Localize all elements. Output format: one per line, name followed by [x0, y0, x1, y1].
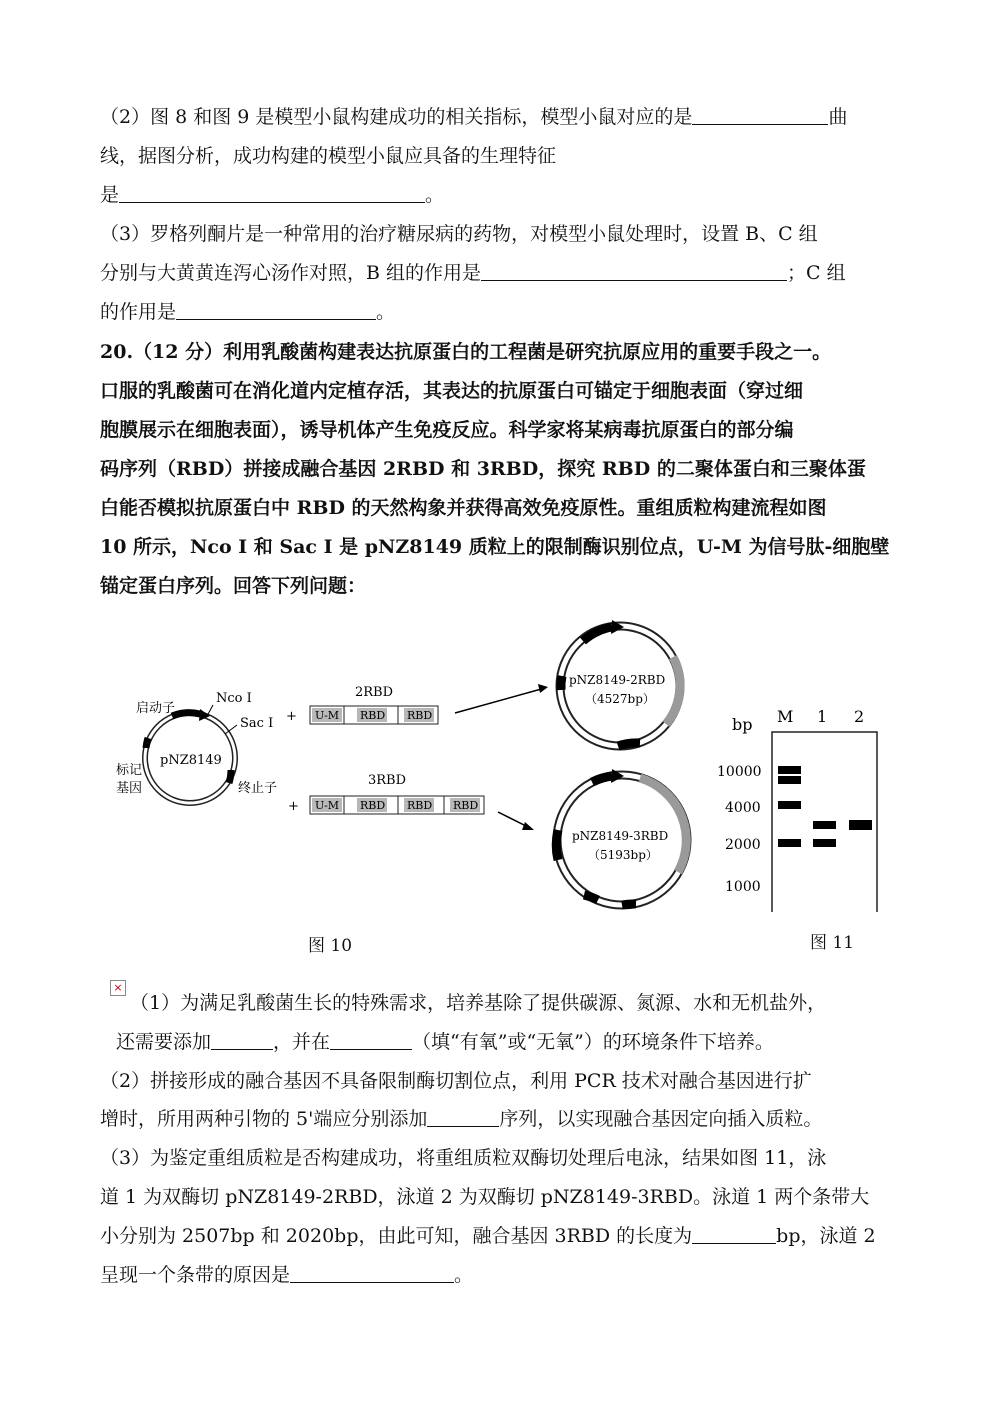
q20-part1-text-b: ，并在 [273, 1031, 331, 1053]
recomb-2rbd-name: pNZ8149-2RBD [569, 673, 666, 687]
fragment-3rbd [288, 773, 484, 814]
plasmid-pnz8149 [116, 691, 277, 803]
answer-blank[interactable] [481, 262, 787, 281]
lane-label-2: 2 [854, 707, 865, 726]
q19-part2-text-c: 是 [100, 184, 120, 206]
q20-part3-line3 [100, 1225, 876, 1247]
q20-part1-line2 [116, 1031, 774, 1053]
q20-part1-text-c: （填“有氧”或“无氧”）的环境条件下培养。 [412, 1031, 774, 1053]
nco-label: Nco I [216, 691, 252, 706]
answer-blank[interactable] [176, 301, 376, 320]
answer-blank[interactable] [119, 184, 425, 203]
recomb-3rbd-name: pNZ8149-3RBD [572, 829, 669, 843]
q20-part3-text-c: 呈现一个条带的原因是 [100, 1264, 291, 1286]
gel-band [849, 820, 872, 830]
gel-band [778, 801, 801, 809]
q20-part3-text-b: bp，泳道 2 [776, 1225, 876, 1247]
answer-blank[interactable] [330, 1031, 412, 1050]
answer-blank[interactable] [692, 1225, 776, 1244]
q20-part3-text-a: 小分别为 2507bp 和 2020bp，由此可知，融合基因 3RBD 的长度为 [100, 1225, 693, 1247]
q19-part3-text-c: 的作用是 [100, 301, 177, 323]
q20-part3-line2: 道 1 为双酶切 pNZ8149-2RBD，泳道 2 为双酶切 pNZ8149-3RBD。泳道 1 两个条带大 [100, 1186, 870, 1208]
q19-part3-line3 [100, 301, 395, 323]
q20-part2-text-a: 增时，所用两种引物的 5'端应分别添加 [100, 1108, 428, 1130]
recomb-3rbd-size: （5193bp） [588, 848, 658, 862]
broken-image-icon: × [110, 980, 126, 996]
marker-label-2: 基因 [116, 781, 143, 796]
q20-part2-line2 [100, 1108, 822, 1130]
figure-10-caption: 图 10 [308, 936, 353, 956]
gel-band [778, 766, 801, 774]
fragment-2rbd [286, 685, 438, 724]
ladder-label: 10000 [717, 764, 762, 780]
plasmid-label: pNZ8149 [160, 753, 222, 768]
q19-part3-line2 [100, 262, 846, 284]
answer-blank[interactable] [692, 106, 828, 125]
gel-unit: bp [732, 715, 753, 734]
q19-part3-text-d: 。 [376, 301, 396, 323]
terminator-label: 终止子 [238, 781, 278, 796]
q19-part3-line1: （3）罗格列酮片是一种常用的治疗糖尿病的药物，对模型小鼠处理时，设置 B、C 组 [100, 223, 818, 245]
q19-part3-text-a: 分别与大黄黄连泻心汤作对照，B 组的作用是 [100, 262, 482, 284]
figure-10-11 [0, 600, 992, 960]
rbd-segment: RBD [360, 799, 386, 812]
q20-stem-line5: 白能否模拟抗原蛋白中 RBD 的天然构象并获得高效免疫原性。重组质粒构建流程如图 [100, 497, 827, 519]
gel-electrophoresis [717, 707, 877, 912]
q20-part3-text-d: 。 [454, 1264, 474, 1286]
plus-sign: + [286, 709, 297, 724]
q19-part2-line1 [100, 106, 847, 128]
answer-blank[interactable] [211, 1031, 273, 1050]
recomb-2rbd-size: （4527bp） [585, 692, 655, 706]
um-segment: U-M [315, 709, 340, 722]
q20-stem-line3: 胞膜展示在细胞表面），诱导机体产生免疫反应。科学家将某病毒抗原蛋白的部分编 [100, 419, 794, 441]
lane-label-m: M [777, 707, 794, 726]
q20-part2-line1: （2）拼接形成的融合基因不具备限制酶切割位点，利用 PCR 技术对融合基因进行扩 [100, 1070, 812, 1092]
answer-blank[interactable] [427, 1108, 499, 1127]
rbd-segment: RBD [407, 709, 433, 722]
ladder-label: 2000 [725, 837, 761, 853]
marker-label-1: 标记 [116, 763, 143, 778]
promoter-label: 启动子 [136, 701, 176, 716]
recombinant-plasmid-3rbd [556, 769, 687, 905]
rbd-segment: RBD [407, 799, 433, 812]
q19-part2-text-a: （2）图 8 和图 9 是模型小鼠构建成功的相关指标，模型小鼠对应的是 [100, 106, 693, 128]
q19-part2-line3 [100, 184, 444, 206]
ladder-label: 1000 [725, 879, 761, 895]
ladder-label: 4000 [725, 800, 761, 816]
q19-part2-line2: 线，据图分析，成功构建的模型小鼠应具备的生理特征 [100, 145, 557, 167]
q20-stem-line6: 10 所示，Nco I 和 Sac I 是 pNZ8149 质粒上的限制酶识别位点，U-M 为信号肽-细胞壁 [100, 536, 890, 558]
gel-band [778, 776, 801, 784]
fragment-2rbd-title: 2RBD [355, 685, 394, 700]
recombinant-plasmid-2rbd [560, 620, 680, 746]
q20-stem-line7: 锚定蛋白序列。回答下列问题： [100, 575, 367, 597]
gel-band [778, 839, 801, 847]
gel-band [813, 839, 836, 847]
q20-part1-text-a: 还需要添加 [116, 1031, 212, 1053]
answer-blank[interactable] [290, 1264, 454, 1283]
sac-label: Sac I [240, 716, 274, 731]
fragment-3rbd-title: 3RBD [368, 773, 407, 788]
plus-sign: + [288, 799, 299, 814]
um-segment: U-M [315, 799, 340, 812]
q20-part3-line1: （3）为鉴定重组质粒是否构建成功，将重组质粒双酶切处理后电泳，结果如图 11，泳 [100, 1147, 827, 1169]
rbd-segment: RBD [453, 799, 479, 812]
q19-part2-text-b: 曲 [828, 106, 848, 128]
q20-stem-line1: 20.（12 分）利用乳酸菌构建表达抗原蛋白的工程菌是研究抗原应用的重要手段之一。 [100, 341, 832, 363]
q20-part1-line1: （1）为满足乳酸菌生长的特殊需求，培养基除了提供碳源、氮源、水和无机盐外， [130, 992, 827, 1014]
q20-stem-line2: 口服的乳酸菌可在消化道内定植存活，其表达的抗原蛋白可锚定于细胞表面（穿过细 [100, 380, 804, 402]
rbd-segment: RBD [360, 709, 386, 722]
q20-part3-line4 [100, 1264, 473, 1286]
q19-part3-text-b: ；C 组 [787, 262, 846, 284]
q19-part2-text-d: 。 [425, 184, 445, 206]
q20-part2-text-b: 序列，以实现融合基因定向插入质粒。 [499, 1108, 823, 1130]
lane-label-1: 1 [817, 707, 828, 726]
gel-band [813, 821, 836, 829]
q20-stem-line4: 码序列（RBD）拼接成融合基因 2RBD 和 3RBD，探究 RBD 的二聚体蛋白和三聚体蛋 [100, 458, 866, 480]
figure-11-caption: 图 11 [810, 933, 855, 953]
